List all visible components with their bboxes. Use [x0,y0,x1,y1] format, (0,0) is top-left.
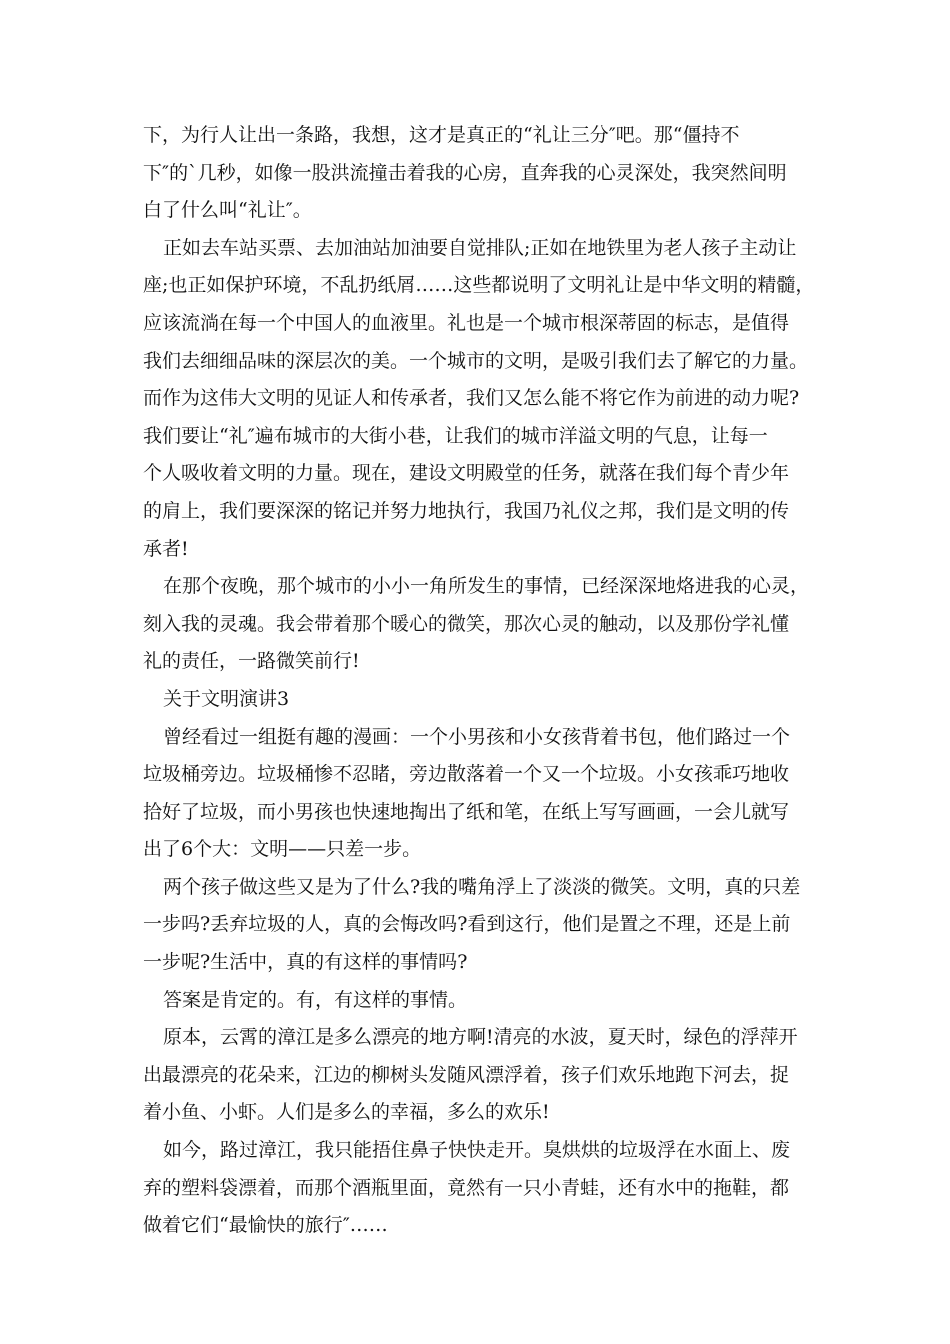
text-line: 曾经看过一组挺有趣的漫画：一个小男孩和小女孩背着书包，他们路过一个 [163,725,791,748]
document-body [143,117,823,1245]
text-line: 应该流淌在每一个中国人的血液里。礼也是一个城市根深蒂固的标志，是值得 [143,311,790,334]
text-line: 在那个夜晚，那个城市的小小一角所发生的事情，已经深深地烙进我的心灵， [163,575,810,598]
text-line: 下，为行人让出一条路，我想，这才是真正的“礼让三分″吧。那“僵持不 [143,124,740,146]
text-line: 刻入我的灵魂。我会带着那个暖心的微笑，那次心灵的触动，以及那份学礼懂 [143,612,790,635]
text-line: 一步呢?生活中，真的有这样的事情吗? [143,951,468,974]
text-line: 着小鱼、小虾。人们是多么的幸福，多么的欢乐! [143,1101,550,1124]
text-line: 座;也正如保护环境，不乱扔纸屑……这些都说明了文明礼让是中华文明的精髓， [143,274,815,297]
text-line: 而作为这伟大文明的见证人和传承者，我们又怎么能不将它作为前进的动力呢? [143,387,800,410]
text-line: 白了什么叫“礼让″。 [143,199,312,222]
text-line: 下″的`几秒，如像一股洪流撞击着我的心房，直奔我的心灵深处，我突然间明 [143,161,787,184]
text-line: 出最漂亮的花朵来，江边的柳树头发随风漂浮着，孩子们欢乐地跑下河去，捉 [143,1063,790,1086]
text-line: 如今，路过漳江，我只能捂住鼻子快快走开。臭烘烘的垃圾浮在水面上、废 [163,1139,791,1162]
text-line: 答案是肯定的。有，有这样的事情。 [163,988,468,1011]
text-line: 我们要让“礼″遍布城市的大街小巷，让我们的城市洋溢文明的气息，让每一 [143,424,768,447]
text-line: 原本，云霄的漳江是多么漂亮的地方啊!清亮的水波，夏天时，绿色的浮萍开 [163,1026,798,1049]
text-line: 我们去细细品味的深层次的美。一个城市的文明，是吸引我们去了解它的力量。 [143,349,809,372]
text-line: 关于文明演讲3 [163,687,290,710]
text-line: 出了6个大：文明——只差一步。 [143,838,422,861]
text-line: 垃圾桶旁边。垃圾桶惨不忍睹，旁边散落着一个又一个垃圾。小女孩乖巧地收 [143,763,790,786]
text-line: 的肩上，我们要深深的铭记并努力地执行，我国乃礼仪之邦，我们是文明的传 [143,499,790,522]
text-line: 个人吸收着文明的力量。现在，建设文明殿堂的任务，就落在我们每个青少年 [143,462,790,485]
text-line: 一步吗?丢弃垃圾的人，真的会悔改吗?看到这行，他们是置之不理，还是上前 [143,913,791,936]
text-line: 承者! [143,537,189,560]
text-line: 礼的责任，一路微笑前行! [143,650,360,673]
text-line: 弃的塑料袋漂着，而那个酒瓶里面，竟然有一只小青蛙，还有水中的拖鞋，都 [143,1176,790,1199]
text-line: 做着它们“最愉快的旅行″…… [143,1214,388,1237]
text-line: 两个孩子做这些又是为了什么?我的嘴角浮上了淡淡的微笑。文明，真的只差 [163,875,801,898]
text-line: 正如去车站买票、去加油站加油要自觉排队;正如在地铁里为老人孩子主动让 [163,236,797,259]
text-line: 拾好了垃圾，而小男孩也快速地掏出了纸和笔，在纸上写写画画，一会儿就写 [143,800,790,823]
